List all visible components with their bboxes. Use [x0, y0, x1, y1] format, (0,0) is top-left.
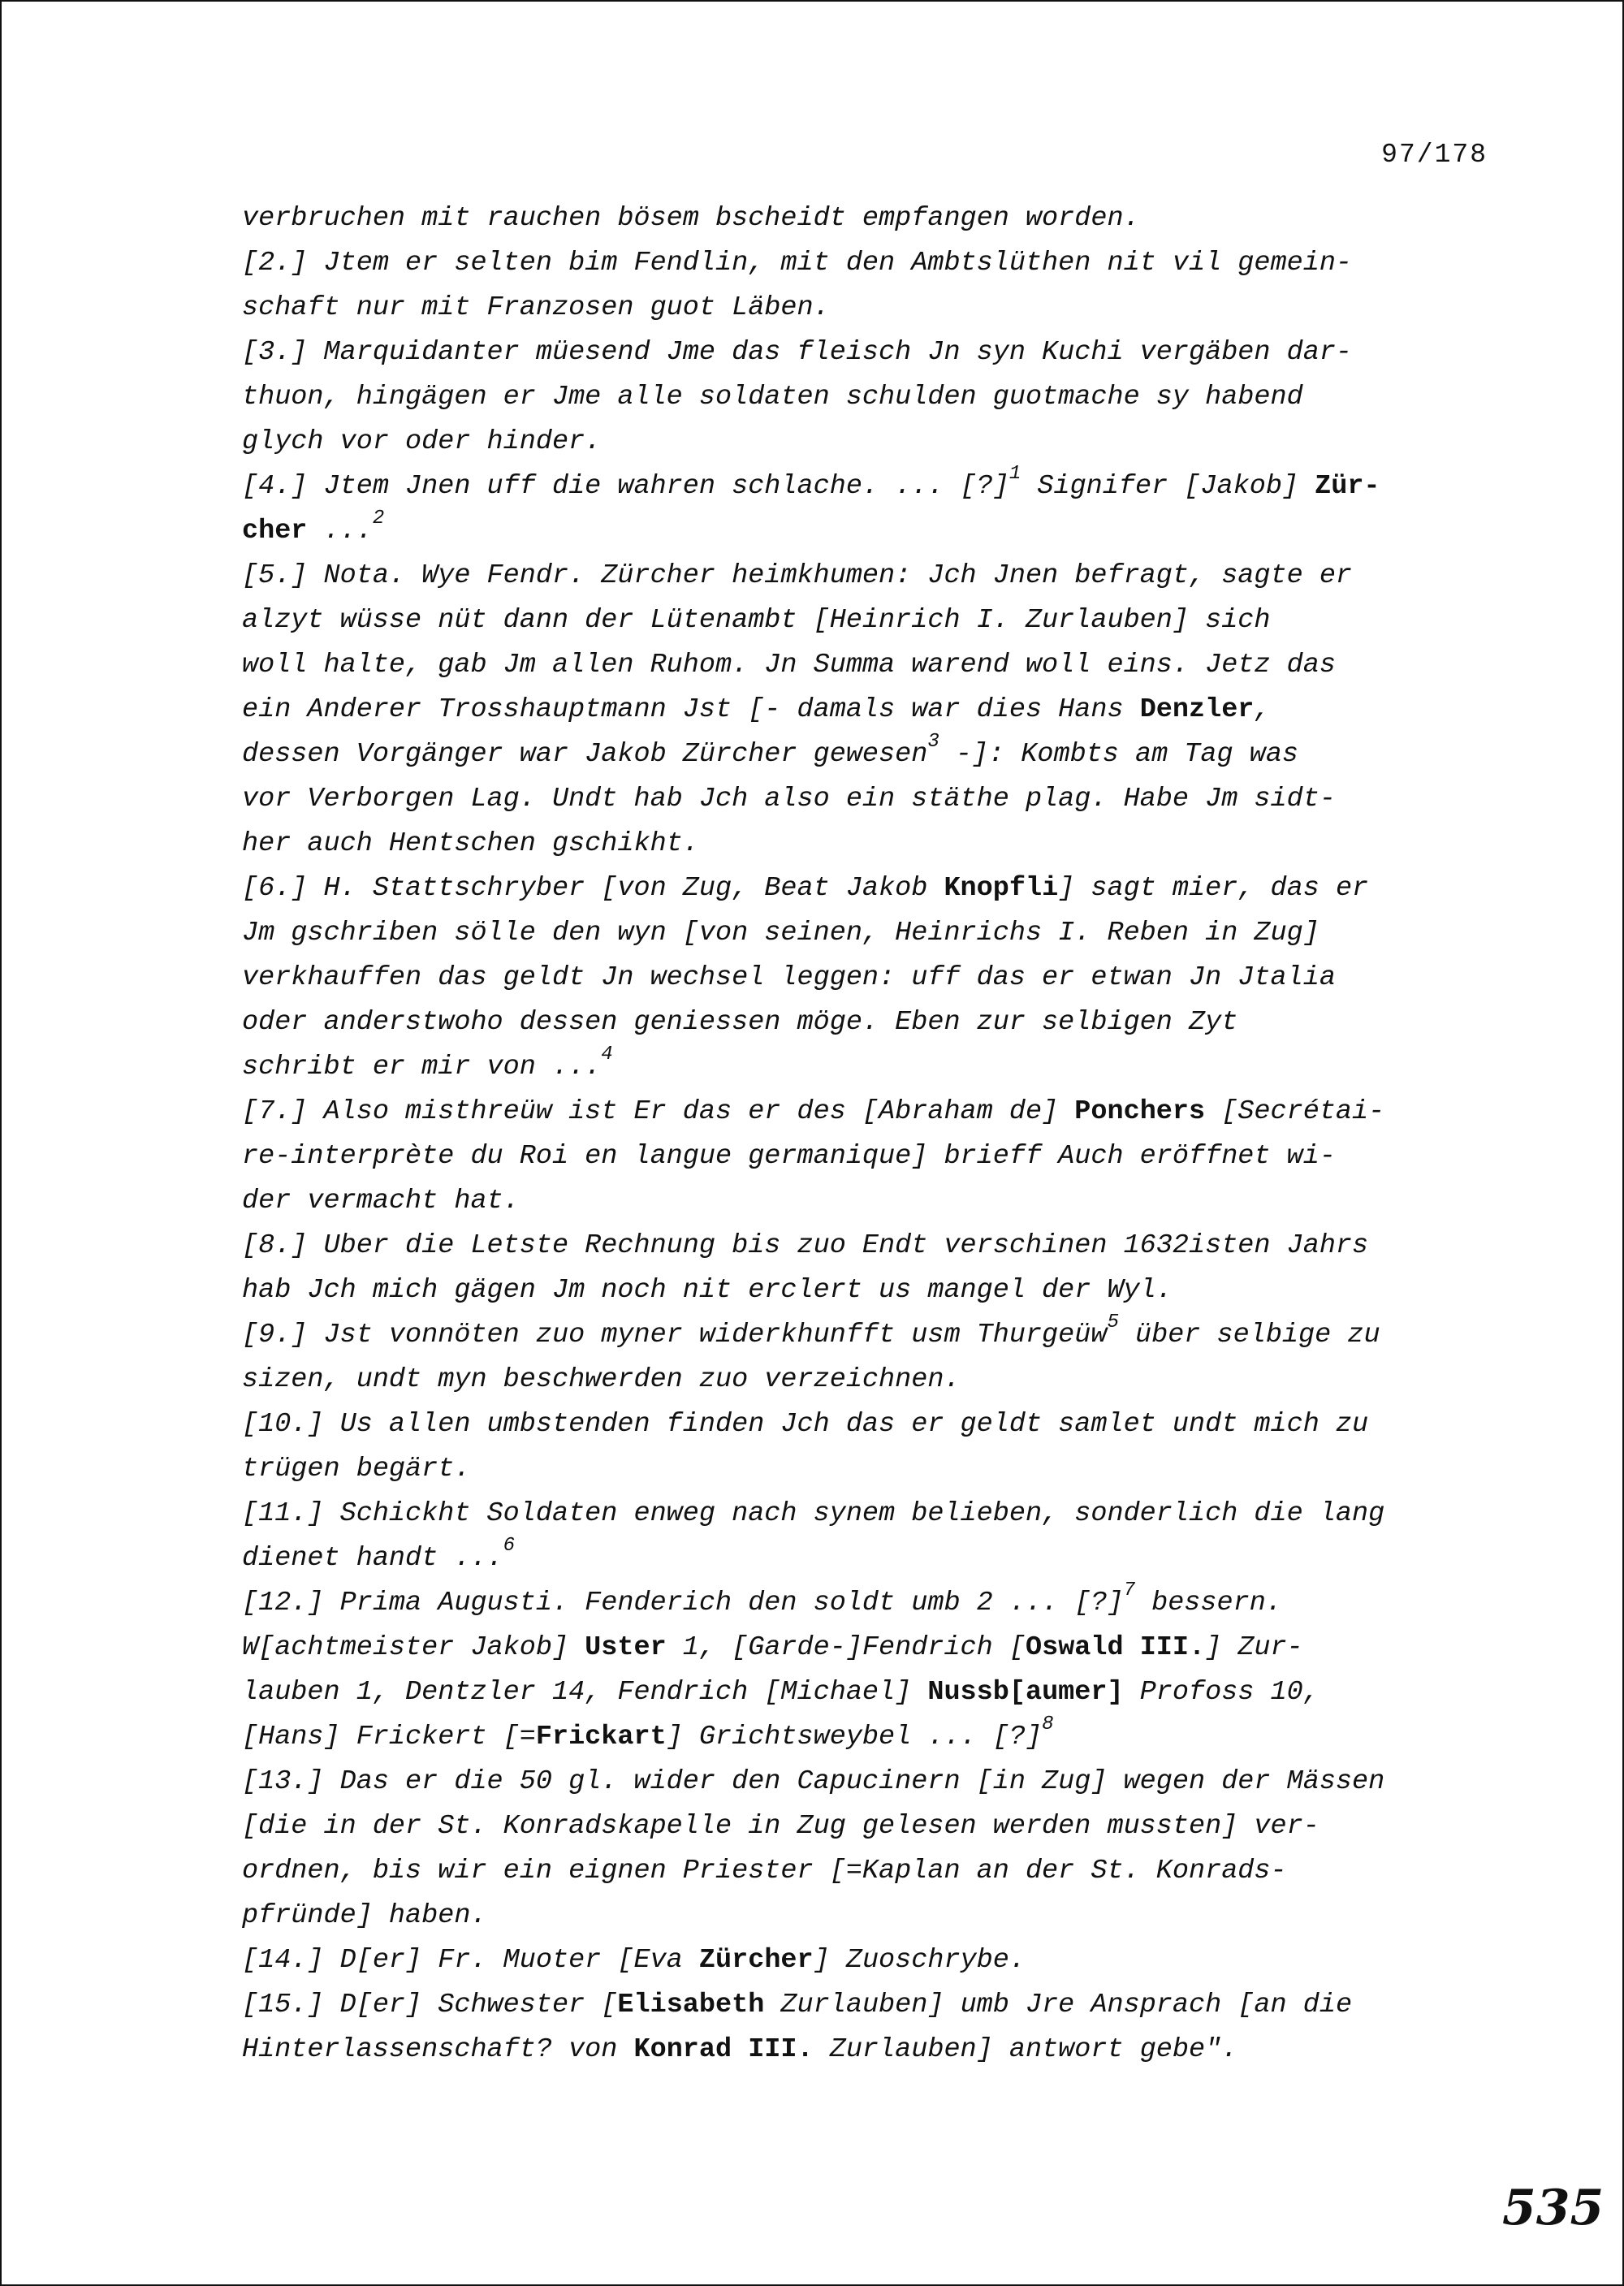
- entry-continuation: [242, 197, 1476, 241]
- text-line: lauben 1, Dentzler 14, Fendrich [Michael] Nussb[aumer] Profoss 10,: [242, 1677, 1320, 1708]
- text-line: [Hans] Frickert [=Frickart] Grichtsweybel ... [?]$^8$: [242, 1713, 1054, 1752]
- name-bold: Zürcher: [698, 1945, 814, 1976]
- text-line: verkhauffen das geldt Jn wechsel leggen: uff das er etwan Jn Jtalia: [242, 962, 1336, 993]
- text-line: der vermacht hat.: [242, 1186, 520, 1216]
- entry-10: [242, 1402, 1476, 1492]
- name-bold: cher: [242, 516, 308, 547]
- text-line: [11.] Schickht Soldaten enweg nach synem belieben, sonderlich die lang: [242, 1498, 1385, 1529]
- name-bold: Oswald III.: [1025, 1632, 1206, 1663]
- document-body: [242, 197, 1476, 2072]
- text-line: verbruchen mit rauchen bösem bscheidt empfangen worden.: [242, 203, 1140, 234]
- text-line: vor Verborgen Lag. Undt hab Jch also ein stäthe plag. Habe Jm sidt-: [242, 784, 1336, 815]
- name-bold: Frickart: [535, 1722, 667, 1752]
- footnote-ref: 7: [1123, 1579, 1135, 1601]
- text-line: woll halte, gab Jm allen Ruhom. Jn Summa warend woll eins. Jetz das: [242, 650, 1336, 681]
- stamp-number: 535: [1502, 2180, 1605, 2236]
- footnote-ref: 3: [927, 731, 939, 753]
- text-line: [10.] Us allen umbstenden finden Jch das er geldt samlet undt mich zu: [242, 1409, 1369, 1440]
- text-line: Jm gschriben sölle den wyn [von seinen, Heinrichs I. Reben in Zug]: [242, 918, 1320, 949]
- text-line: dessen Vorgänger war Jakob Zürcher gewesen$^3$ -]: Kombts am Tag was: [242, 731, 1299, 770]
- text-line: oder anderstwoho dessen geniessen möge. Eben zur selbigen Zyt: [242, 1007, 1238, 1038]
- footnote-ref: 4: [601, 1044, 613, 1065]
- text-line: W[achtmeister Jakob] Uster 1, [Garde-]Fendrich [Oswald III.] Zur-: [242, 1632, 1303, 1663]
- entry-4: [242, 465, 1476, 554]
- text-line: [die in der St. Konradskapelle in Zug gelesen werden mussten] ver-: [242, 1811, 1320, 1842]
- text-line: [3.] Marquidanter müesend Jme das fleisch Jn syn Kuchi vergäben dar-: [242, 337, 1353, 368]
- name-bold: Uster: [585, 1632, 667, 1663]
- text-line: sizen, undt myn beschwerden zuo verzeichnen.: [242, 1364, 961, 1395]
- text-line: [2.] Jtem er selten bim Fendlin, mit den Ambtslüthen nit vil gemein-: [242, 248, 1353, 279]
- archive-stamp: [1502, 2180, 1605, 2245]
- entry-3: [242, 331, 1476, 465]
- text-line: [8.] Uber die Letste Rechnung bis zuo Endt verschinen 1632isten Jahrs: [242, 1230, 1369, 1261]
- entry-8: [242, 1224, 1476, 1313]
- name-bold: Konrad III.: [633, 2034, 814, 2065]
- entry-11: [242, 1492, 1476, 1581]
- text-line: [15.] D[er] Schwester [Elisabeth Zurlauben] umb Jre Ansprach [an die: [242, 1990, 1353, 2020]
- text-line: [5.] Nota. Wye Fendr. Zürcher heimkhumen: Jch Jnen befragt, sagte er: [242, 560, 1353, 591]
- entry-2: [242, 241, 1476, 331]
- name-bold: Nussb[aumer]: [927, 1677, 1124, 1708]
- text-line: [9.] Jst vonnöten zuo myner widerkhunfft usm Thurgeüw$^5$ über selbige zu: [242, 1312, 1380, 1350]
- entry-15: [242, 1983, 1476, 2072]
- text-line: schribt er mir von ...$^4$: [242, 1044, 613, 1083]
- entry-13: [242, 1760, 1476, 1938]
- text-line: alzyt wüsse nüt dann der Lütenambt [Heinrich I. Zurlauben] sich: [242, 605, 1271, 636]
- entry-9: [242, 1313, 1476, 1402]
- text-line: cher ...$^2$: [242, 508, 385, 547]
- text-line: [14.] D[er] Fr. Muoter [Eva Zürcher] Zuoschrybe.: [242, 1945, 1026, 1976]
- footnote-ref: 8: [1042, 1713, 1054, 1735]
- text-line: dienet handt ...$^6$: [242, 1535, 516, 1574]
- text-line: glych vor oder hinder.: [242, 426, 602, 457]
- text-line: ein Anderer Trosshauptmann Jst [- damals war dies Hans Denzler,: [242, 694, 1271, 725]
- page-number: 97/178: [1381, 140, 1488, 170]
- name-bold: Denzler: [1139, 694, 1255, 725]
- text-line: her auch Hentschen gschikht.: [242, 828, 699, 859]
- text-line: [13.] Das er die 50 gl. wider den Capucinern [in Zug] wegen der Mässen: [242, 1766, 1385, 1797]
- text-line: hab Jch mich gägen Jm noch nit erclert us mangel der Wyl.: [242, 1275, 1173, 1306]
- text-line: [4.] Jtem Jnen uff die wahren schlache. ... [?]$^1$ Signifer [Jakob] Zür-: [242, 463, 1380, 502]
- footnote-ref: 6: [503, 1535, 516, 1557]
- text-line: Hinterlassenschaft? von Konrad III. Zurlauben] antwort gebe".: [242, 2034, 1238, 2065]
- text-line: pfründe] haben.: [242, 1900, 487, 1931]
- text-line: [12.] Prima Augusti. Fenderich den soldt umb 2 ... [?]$^7$ bessern.: [242, 1579, 1282, 1618]
- name-bold: Knopfli: [944, 873, 1059, 904]
- text-line: trügen begärt.: [242, 1454, 471, 1484]
- text-line: thuon, hingägen er Jme alle soldaten schulden guotmache sy habend: [242, 382, 1303, 413]
- text-line: [7.] Also misthreüw ist Er das er des [Abraham de] Ponchers [Secrétai-: [242, 1096, 1385, 1127]
- name-bold: Zür-: [1315, 471, 1380, 502]
- footnote-ref: 2: [372, 508, 385, 529]
- text-line: schaft nur mit Franzosen guot Läben.: [242, 292, 830, 323]
- footnote-ref: 1: [1009, 463, 1021, 485]
- entry-12: [242, 1581, 1476, 1760]
- entry-5: [242, 554, 1476, 866]
- name-bold: Elisabeth: [617, 1990, 765, 2020]
- text-line: re-interprète du Roi en langue germanique] brieff Auch eröffnet wi-: [242, 1141, 1336, 1172]
- entry-14: [242, 1938, 1476, 1983]
- entry-6: [242, 866, 1476, 1090]
- footnote-ref: 5: [1107, 1312, 1119, 1333]
- text-line: ordnen, bis wir ein eignen Priester [=Kaplan an der St. Konrads-: [242, 1856, 1287, 1886]
- text-line: [6.] H. Stattschryber [von Zug, Beat Jakob Knopfli] sagt mier, das er: [242, 873, 1369, 904]
- name-bold: Ponchers: [1074, 1096, 1206, 1127]
- entry-7: [242, 1090, 1476, 1224]
